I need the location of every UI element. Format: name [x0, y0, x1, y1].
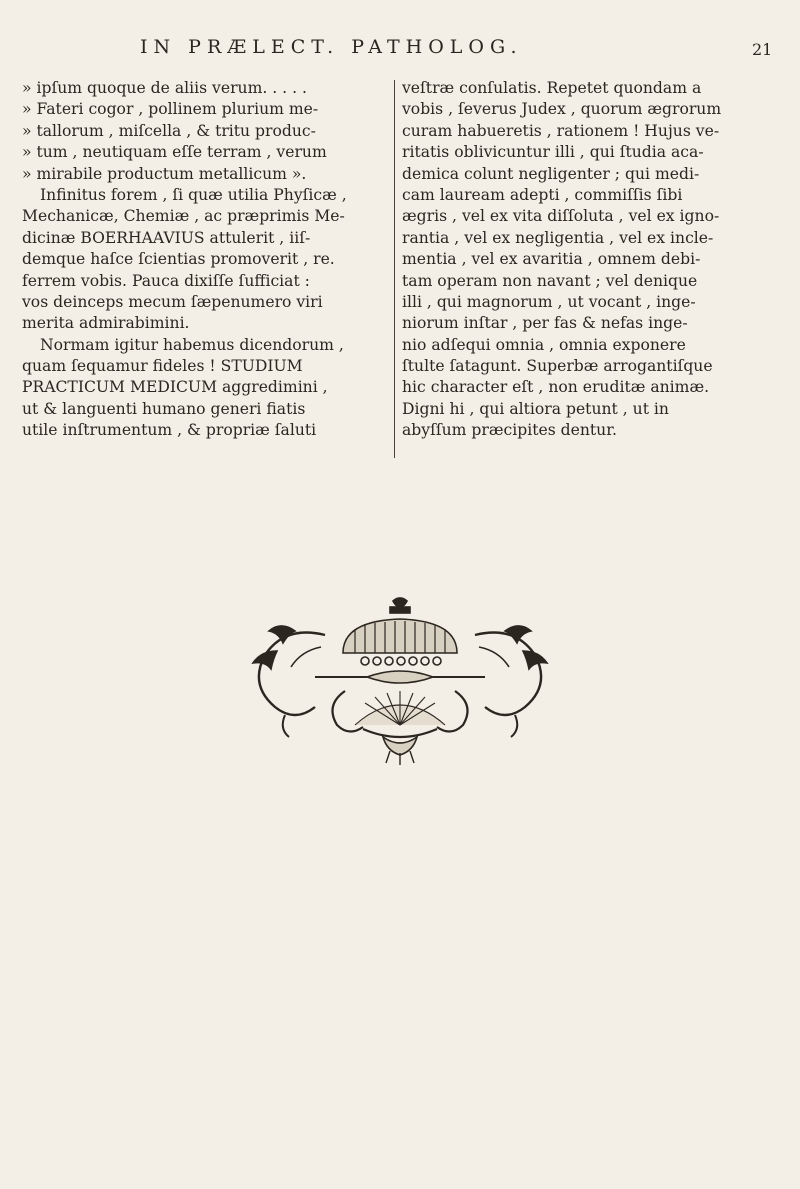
text-line: PRACTICUM MEDICUM aggredimini ,	[22, 378, 328, 397]
column-divider	[394, 80, 395, 458]
text-line: dicinæ BOERHAAVIUS attulerit , iiſ-	[22, 228, 311, 247]
text-line: » Fateri cogor , pollinem plurium me-	[22, 100, 319, 119]
text-line: quam ſequamur fideles ! STUDIUM	[22, 357, 303, 376]
text-line: vos deinceps mecum ſæpenumero viri	[22, 292, 323, 311]
tailpiece-ornament-icon	[225, 595, 575, 765]
text-line: demica colunt negligenter ; qui medi-	[402, 164, 700, 183]
text-line: » tallorum , miſcella , & tritu produc-	[22, 121, 316, 140]
text-line: veſtræ conſulatis. Repetet quondam a	[402, 79, 702, 97]
running-head: IN PRÆLECT. PATHOLOG.	[140, 36, 523, 58]
text-line: nio adſequi omnia , omnia exponere	[402, 335, 686, 354]
text-line: hic character eſt , non eruditæ animæ.	[402, 378, 710, 397]
text-line: utile inſtrumentum , & propriæ ſaluti	[22, 421, 317, 440]
text-line: niorum inſtar , per fas & nefas inge-	[402, 314, 688, 333]
text-line: merita admirabimini.	[22, 314, 190, 333]
text-line: » mirabile productum metallicum ».	[22, 164, 307, 183]
text-line: mentia , vel ex avaritia , omnem debi-	[402, 250, 701, 269]
left-column	[22, 78, 387, 442]
text-line: cam lauream adepti , commiſſis ſibi	[402, 185, 683, 204]
text-line: rantia , vel ex negligentia , vel ex incle-	[402, 228, 714, 247]
text-line: ut & languenti humano generi fiatis	[22, 399, 306, 418]
text-line: » ipſum quoque de aliis verum. . . . .	[22, 79, 307, 97]
text-line: demque haſce ſcientias promoverit , re.	[22, 250, 335, 269]
text-line: illi , qui magnorum , ut vocant , inge-	[402, 292, 696, 311]
text-line: abyſſum præcipites dentur.	[402, 421, 617, 440]
text-line: Infinitus forem , ſi quæ utilia Phyſicæ ,	[40, 185, 347, 204]
text-line: » tum , neutiquam eſſe terram , verum	[22, 143, 327, 162]
text-line: ægris , vel ex vita diſſoluta , vel ex igno-	[402, 207, 720, 226]
text-line: curam habueretis , rationem ! Hujus ve-	[402, 121, 720, 140]
text-line: ritatis oblivicuntur illi , qui ſtudia aca-	[402, 143, 704, 162]
text-line: Normam igitur habemus dicendorum ,	[40, 335, 344, 354]
text-line: tam operam non navant ; vel denique	[402, 271, 698, 290]
text-line: Digni hi , qui altiora petunt , ut in	[402, 399, 669, 418]
right-column	[402, 78, 767, 442]
page-number: 21	[752, 40, 773, 59]
text-line: vobis , ſeverus Judex , quorum ægrorum	[402, 100, 722, 119]
text-line: ferrem vobis. Pauca dixiſſe ſufficiat :	[22, 271, 310, 290]
text-line: Mechanicæ, Chemiæ , ac præprimis Me-	[22, 207, 345, 226]
text-line: ſtulte ſatagunt. Superbæ arrogantiſque	[402, 357, 713, 376]
